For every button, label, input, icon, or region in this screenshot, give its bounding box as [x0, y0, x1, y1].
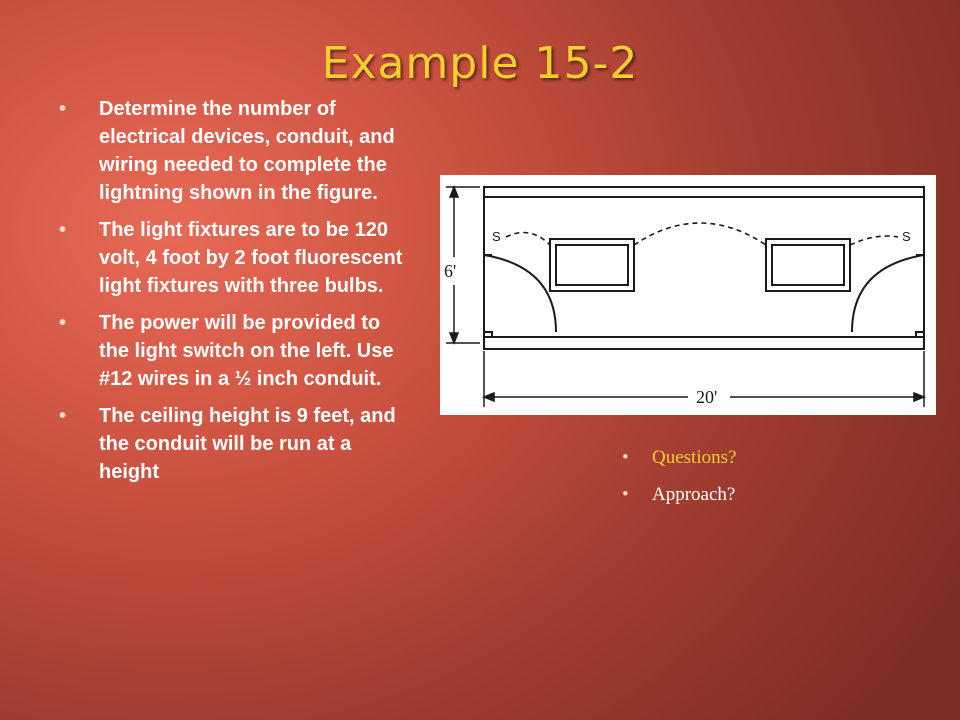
list-item-text: The ceiling height is 9 feet, and the conduit will be run at a height — [99, 405, 396, 483]
width-arrow-left — [484, 393, 494, 401]
bullet-icon: • — [59, 312, 67, 334]
height-arrow-bottom — [450, 333, 458, 343]
list-item-text: Approach? — [652, 484, 736, 505]
wire-arc-right — [850, 236, 898, 245]
right-door-swing — [852, 255, 924, 332]
left-door-swing — [484, 255, 556, 332]
height-dimension-label: 6' — [444, 261, 457, 281]
list-item-text: Questions? — [652, 447, 737, 468]
bullet-icon: • — [622, 484, 629, 505]
light-fixture-right — [766, 239, 850, 291]
bullet-icon: • — [59, 98, 67, 120]
light-fixture-right-inner — [772, 245, 844, 285]
list-item — [55, 402, 415, 486]
discussion-list — [620, 446, 736, 520]
light-fixture-left — [550, 239, 634, 291]
width-dimension-label: 20' — [696, 387, 718, 407]
bottom-wall — [484, 337, 924, 349]
list-item — [55, 95, 415, 207]
list-item-questions — [620, 446, 736, 470]
list-item-approach — [620, 483, 736, 507]
instructions-list — [55, 95, 415, 495]
list-item-text: The light fixtures are to be 120 volt, 4 foot by 2 foot fluorescent light fixtures with three bulbs. — [99, 219, 403, 297]
slide-title: Example 15-2 — [321, 38, 639, 89]
bullet-icon: • — [59, 219, 67, 241]
switch-left-label: S — [492, 229, 501, 244]
width-arrow-right — [914, 393, 924, 401]
list-item — [55, 309, 415, 393]
bullet-icon: • — [59, 405, 67, 427]
light-fixture-left-inner — [556, 245, 628, 285]
floor-plan-figure — [440, 175, 936, 415]
list-item-text: The power will be provided to the light switch on the left. Use #12 wires in a ½ inch conduit. — [99, 312, 394, 390]
wire-arc-center — [634, 223, 766, 245]
floor-plan-drawing — [440, 175, 936, 415]
bullet-icon: • — [622, 447, 629, 468]
height-arrow-top — [450, 187, 458, 197]
list-item — [55, 216, 415, 300]
switch-right-label: S — [902, 229, 911, 244]
list-item-text: Determine the number of electrical devices, conduit, and wiring needed to complete the lightning shown in the figure. — [99, 98, 395, 204]
wire-arc-left — [506, 233, 550, 246]
top-wall — [484, 187, 924, 197]
